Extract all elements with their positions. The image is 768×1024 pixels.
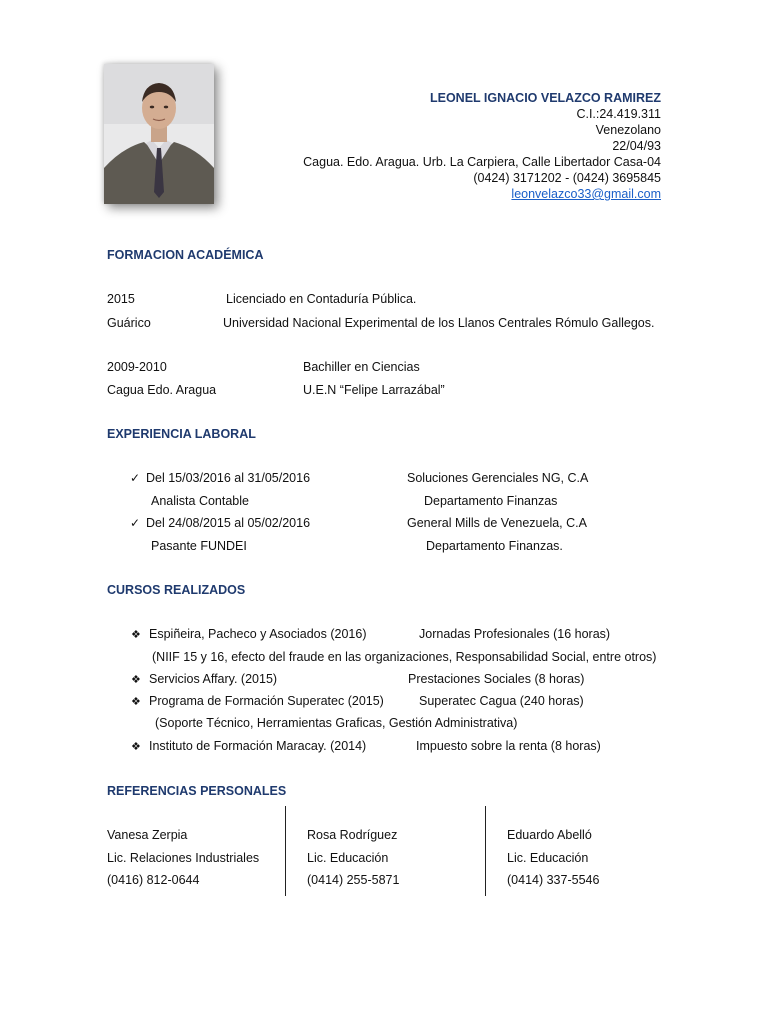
check-icon: ✓ (130, 516, 141, 530)
reference-name: Eduardo Abelló (507, 828, 592, 842)
reference-phone: (0414) 337-5546 (507, 873, 600, 887)
check-icon: ✓ (130, 471, 141, 485)
experience-dates: Del 24/08/2015 al 05/02/2016 (146, 516, 311, 530)
course-item (131, 739, 366, 753)
column-divider (485, 806, 486, 896)
reference-title: Lic. Relaciones Industriales (107, 851, 260, 865)
reference-name: Vanesa Zerpia (107, 828, 188, 842)
education-institution: Universidad Nacional Experimental de los Llanos Centrales Rómulo Gallegos. (223, 316, 655, 330)
course-detail: Impuesto sobre la renta (8 horas) (416, 739, 601, 753)
diamond-bullet-icon: ❖ (131, 741, 141, 753)
reference-phone: (0414) 255-5871 (307, 873, 400, 887)
profile-photo (104, 64, 214, 204)
column-divider (285, 806, 286, 896)
contact-header (303, 90, 661, 202)
education-year: 2009-2010 (107, 360, 167, 374)
course-name: Programa de Formación Superatec (2015) (149, 694, 384, 708)
experience-role: Analista Contable (151, 494, 249, 508)
education-institution: U.E.N “Felipe Larrazábal” (303, 383, 445, 397)
experience-department: Departamento Finanzas. (426, 539, 563, 553)
education-year: 2015 (107, 292, 135, 306)
education-heading: FORMACION ACADÉMICA (107, 248, 264, 262)
course-name: Instituto de Formación Maracay. (2014) (149, 739, 367, 753)
course-item (131, 694, 384, 708)
experience-item (130, 471, 310, 485)
course-item (131, 672, 277, 686)
education-place: Cagua Edo. Aragua (107, 383, 217, 397)
reference-name: Rosa Rodríguez (307, 828, 398, 842)
course-name: Espiñeira, Pacheco y Asociados (2016) (149, 627, 367, 641)
course-note: (NIIF 15 y 16, efecto del fraude en las organizaciones, Responsabilidad Social, entre otros) (152, 650, 657, 664)
experience-item (130, 516, 310, 530)
reference-title: Lic. Educación (307, 851, 389, 865)
reference-title: Lic. Educación (507, 851, 589, 865)
diamond-bullet-icon: ❖ (131, 696, 141, 708)
address: Cagua. Edo. Aragua. Urb. La Carpiera, Calle Libertador Casa-04 (303, 155, 661, 169)
references-heading: REFERENCIAS PERSONALES (107, 784, 287, 798)
course-name: Servicios Affary. (2015) (149, 672, 278, 686)
experience-company: Soluciones Gerenciales NG, C.A (407, 471, 589, 485)
diamond-bullet-icon: ❖ (131, 629, 141, 641)
education-degree: Licenciado en Contaduría Pública. (226, 292, 417, 306)
experience-company: General Mills de Venezuela, C.A (407, 516, 587, 530)
id-number: C.I.:24.419.311 (576, 107, 661, 121)
reference-phone: (0416) 812-0644 (107, 873, 200, 887)
full-name: LEONEL IGNACIO VELAZCO RAMIREZ (429, 91, 661, 105)
birthdate: 22/04/93 (612, 139, 661, 153)
experience-department: Departamento Finanzas (424, 494, 558, 508)
course-detail: Superatec Cagua (240 horas) (419, 694, 584, 708)
education-degree: Bachiller en Ciencias (303, 360, 420, 374)
course-note: (Soporte Técnico, Herramientas Graficas, Gestión Administrativa) (155, 716, 518, 730)
experience-role: Pasante FUNDEI (151, 539, 247, 553)
courses-heading: CURSOS REALIZADOS (107, 583, 246, 597)
diamond-bullet-icon: ❖ (131, 674, 141, 686)
email-link[interactable]: leonvelazco33@gmail.com (511, 187, 661, 201)
experience-dates: Del 15/03/2016 al 31/05/2016 (146, 471, 311, 485)
course-detail: Jornadas Profesionales (16 horas) (419, 627, 611, 641)
education-place: Guárico (107, 316, 151, 330)
course-detail: Prestaciones Sociales (8 horas) (408, 672, 585, 686)
experience-heading: EXPERIENCIA LABORAL (107, 427, 256, 441)
nationality: Venezolano (595, 123, 661, 137)
course-item (131, 627, 367, 641)
phone-numbers: (0424) 3171202 - (0424) 3695845 (473, 171, 661, 185)
